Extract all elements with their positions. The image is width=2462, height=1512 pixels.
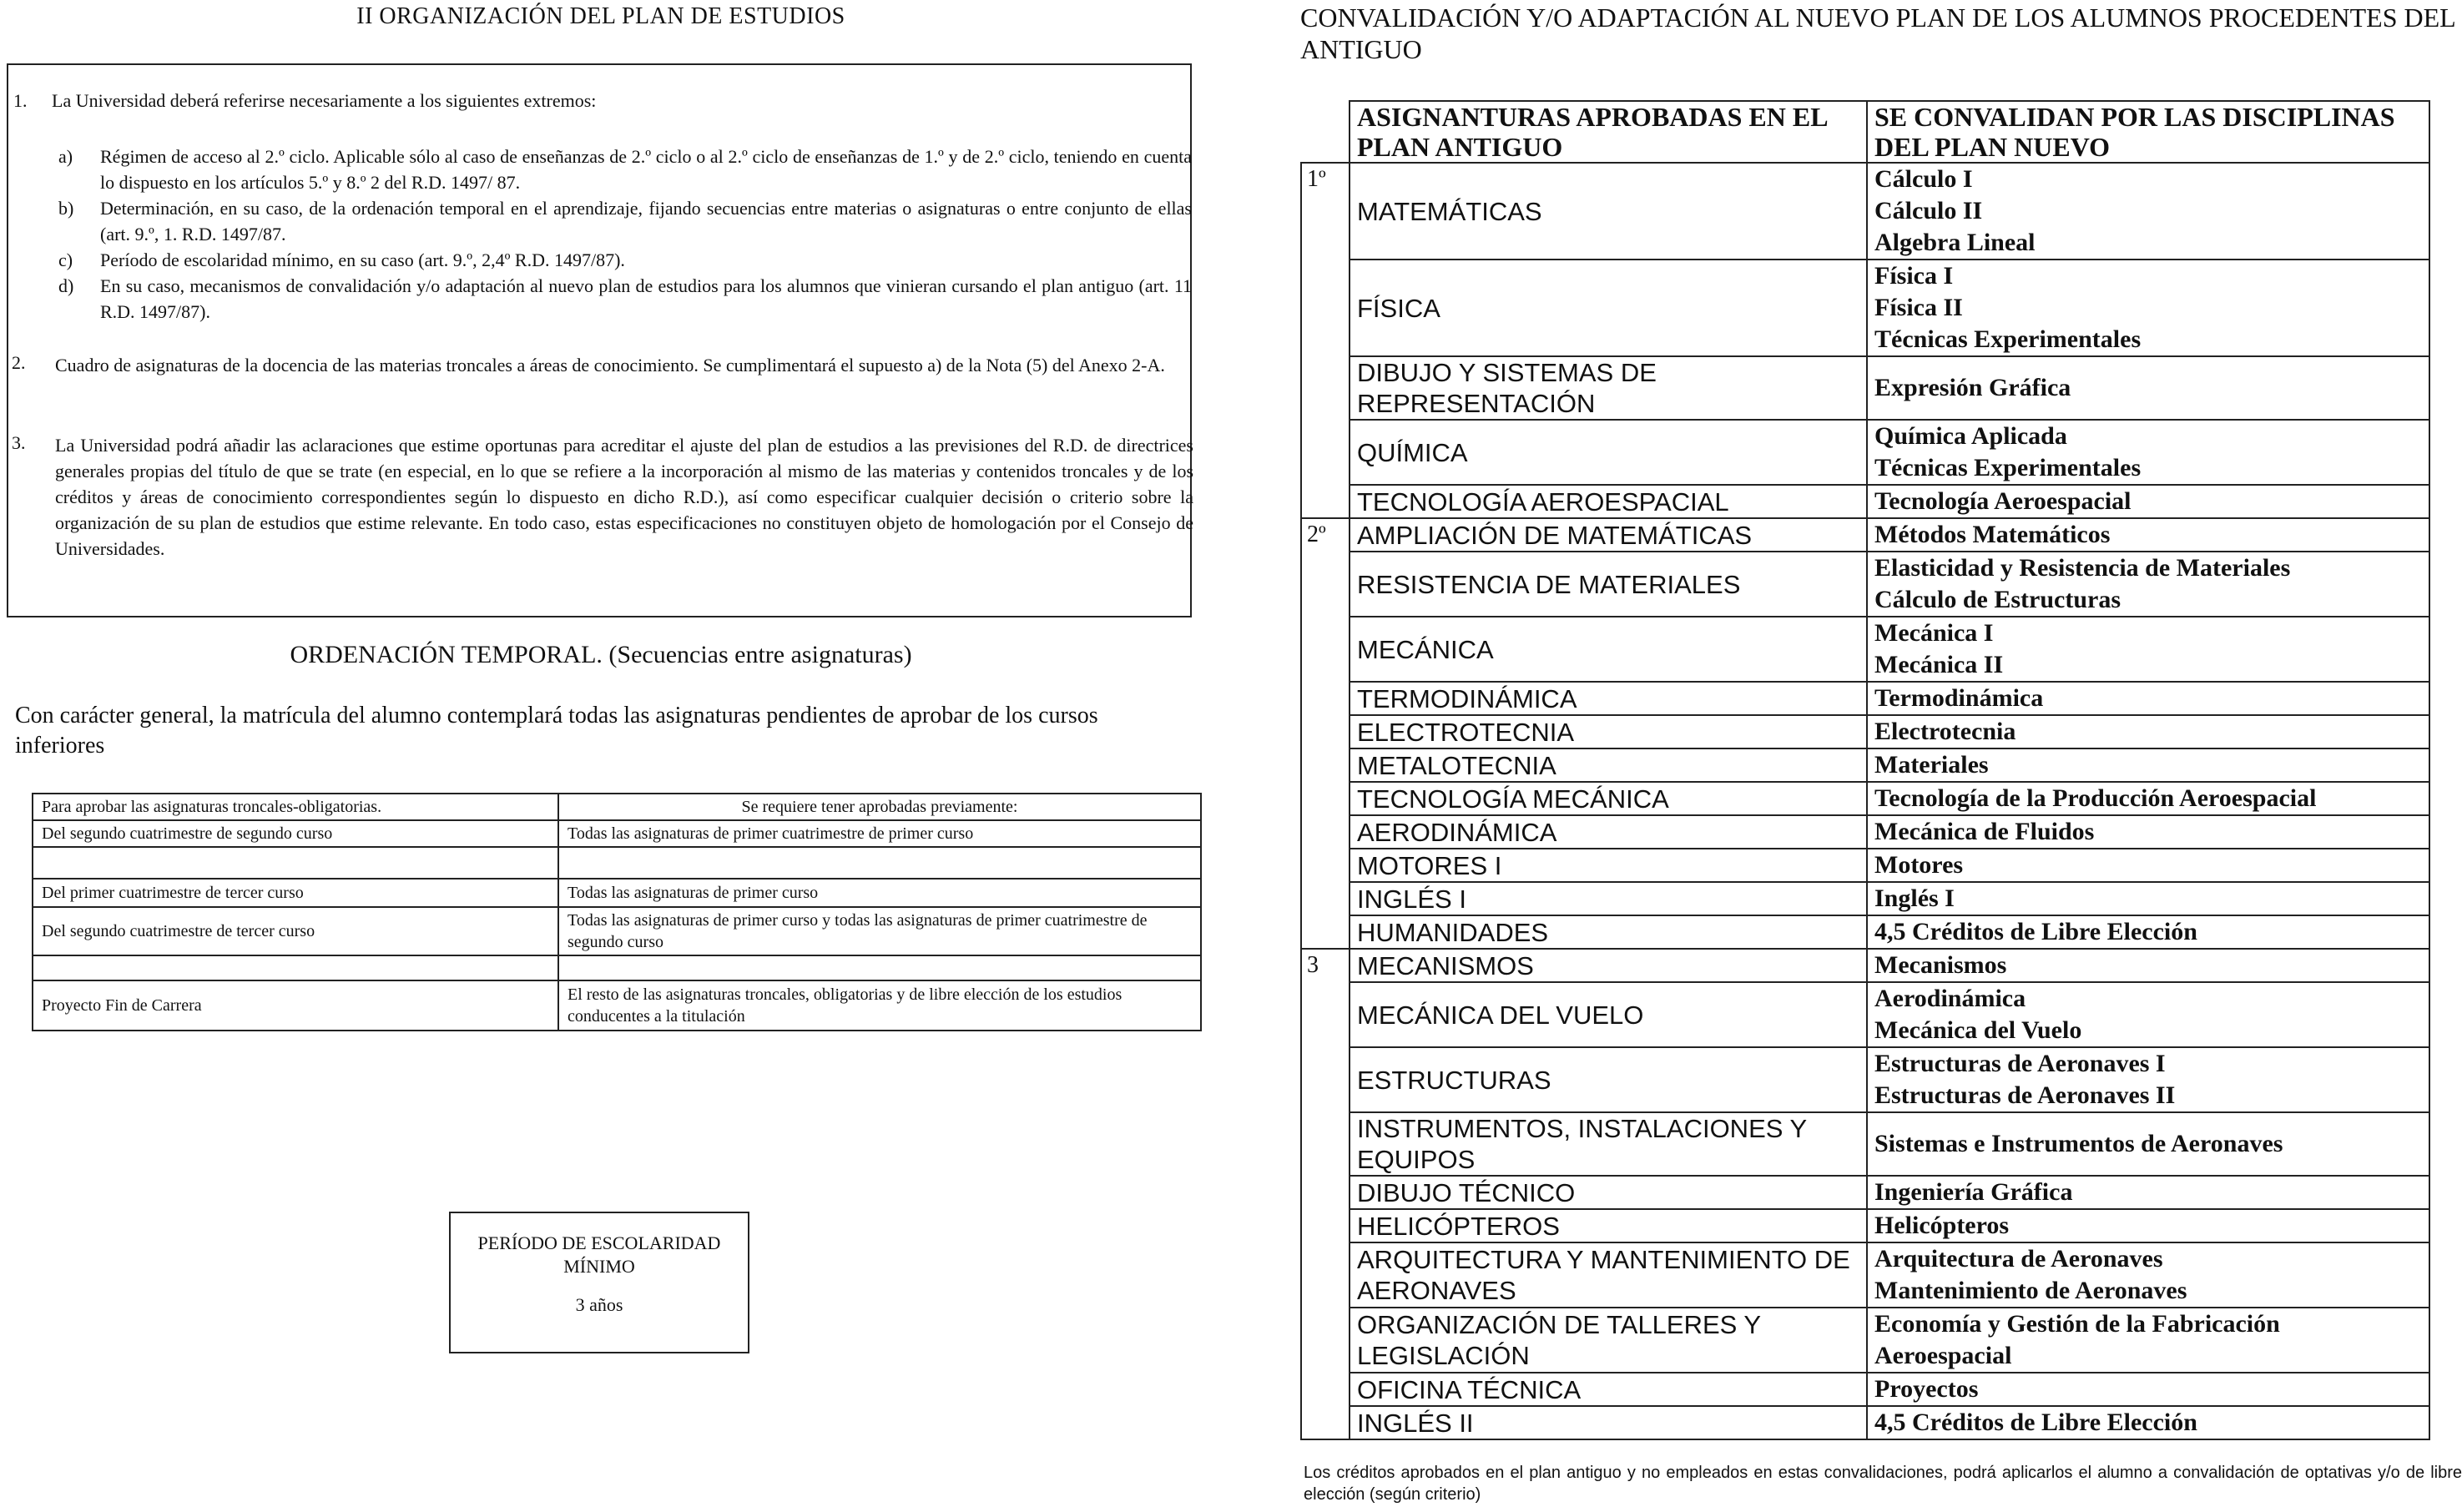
new-subject: Arquitectura de Aeronaves <box>1874 1245 2163 1273</box>
table-row <box>33 907 1201 955</box>
table-cell <box>33 955 558 980</box>
new-subject: Técnicas Experimentales <box>1874 454 2142 481</box>
new-subjects-cell <box>1867 1373 2429 1406</box>
new-subjects-cell <box>1867 849 2429 882</box>
new-subjects-cell <box>1867 1209 2429 1242</box>
new-subject: Tecnología Aeroespacial <box>1874 487 2132 515</box>
new-subject: Materiales <box>1874 751 1989 779</box>
section-title: II ORGANIZACIÓN DEL PLAN DE ESTUDIOS <box>356 3 845 29</box>
old-subject-cell: ELECTROTECNIA <box>1350 715 1867 748</box>
table-row <box>1301 518 2429 552</box>
sub-item-text: En su caso, mecanismos de convalidación y/o adaptación al nuevo plan de estudios para los alumnos que vinieran cursando el plan antiguo (art. 11 R.D. 1497/87). <box>100 275 1192 322</box>
table-row <box>1301 1112 2429 1176</box>
table-row <box>1301 882 2429 915</box>
table-row <box>1301 1406 2429 1439</box>
intro-paragraph: Con carácter general, la matrícula del alumno contemplará todas las asignaturas pendientes de aprobar de los cursos inferiores <box>15 703 1098 759</box>
new-subjects-cell <box>1867 518 2429 552</box>
table-row <box>1301 715 2429 748</box>
table-row <box>1301 682 2429 715</box>
new-subject: Física II <box>1874 294 1963 321</box>
table-row <box>1301 163 2429 260</box>
table-cell: Del segundo cuatrimestre de segundo curso <box>33 820 558 847</box>
table-row <box>1301 1209 2429 1242</box>
old-subject-cell: QUÍMICA <box>1350 420 1867 485</box>
old-subject-cell: ARQUITECTURA Y MANTENIMIENTO DE AERONAVES <box>1350 1242 1867 1308</box>
new-subjects-cell <box>1867 1406 2429 1439</box>
old-subject-cell: TECNOLOGÍA MECÁNICA <box>1350 782 1867 815</box>
old-subject-cell: MECÁNICA DEL VUELO <box>1350 982 1867 1047</box>
old-subject-cell: INGLÉS I <box>1350 882 1867 915</box>
old-subject-cell: INSTRUMENTOS, INSTALACIONES Y EQUIPOS <box>1350 1112 1867 1176</box>
new-subjects-cell <box>1867 1176 2429 1209</box>
old-subject-cell: MOTORES I <box>1350 849 1867 882</box>
periodo-label: PERÍODO DE ESCOLARIDAD <box>477 1232 721 1253</box>
table-row <box>1301 949 2429 982</box>
old-subject-cell: OFICINA TÉCNICA <box>1350 1373 1867 1406</box>
table-row <box>1301 1308 2429 1373</box>
new-subject: Cálculo II <box>1874 197 1983 224</box>
table-row <box>1301 782 2429 815</box>
new-subject: Física I <box>1874 262 1954 290</box>
table-row <box>33 955 1201 980</box>
new-subjects-cell <box>1867 260 2429 356</box>
table-cell <box>33 847 558 879</box>
new-subjects-cell <box>1867 715 2429 748</box>
old-subject-cell: DIBUJO TÉCNICO <box>1350 1176 1867 1209</box>
ordenacion-title: ORDENACIÓN TEMPORAL. (Secuencias entre asignaturas) <box>290 641 912 668</box>
table-row <box>1301 485 2429 518</box>
table-row <box>1301 1373 2429 1406</box>
table-row <box>1301 748 2429 782</box>
new-subjects-cell <box>1867 915 2429 949</box>
new-subject: Proyectos <box>1874 1375 1979 1403</box>
table-row <box>33 980 1201 1031</box>
new-subject: Mecánica de Fluidos <box>1874 818 2095 845</box>
new-subjects-cell <box>1867 552 2429 617</box>
new-subjects-cell <box>1867 882 2429 915</box>
sub-item-label: d) <box>58 275 74 296</box>
table-row <box>1301 260 2429 356</box>
new-subject: Métodos Matemáticos <box>1874 521 2111 548</box>
item-number: 2. <box>12 352 26 373</box>
table-cell: Del primer cuatrimestre de tercer curso <box>33 879 558 907</box>
new-subjects-cell <box>1867 949 2429 982</box>
table-row <box>1301 1242 2429 1308</box>
new-subjects-cell <box>1867 815 2429 849</box>
table-cell: Todas las asignaturas de primer curso <box>558 879 1201 907</box>
sub-item-label: a) <box>58 146 73 167</box>
new-subjects-cell <box>1867 163 2429 260</box>
new-subject: Helicópteros <box>1874 1212 2010 1239</box>
table-header-row <box>1301 101 2429 163</box>
year-cell: 3 <box>1301 949 1350 1439</box>
table-row <box>1301 420 2429 485</box>
sequence-table <box>32 793 1202 1031</box>
footnote: Los créditos aprobados en el plan antiguo y no empleados en estas convalidaciones, podrá aplicarlos el alumno a convalidación de optativas y/o de libre elección (según criterio) <box>1304 1464 2462 1504</box>
table-row <box>1301 982 2429 1047</box>
column-header: Se requiere tener aprobadas previamente: <box>558 794 1201 820</box>
new-subject: 4,5 Créditos de Libre Elección <box>1874 1409 2197 1436</box>
table-row <box>33 879 1201 907</box>
sub-item-text: Determinación, en su caso, de la ordenación temporal en el aprendizaje, fijando secuencias entre materias o asignaturas o entre conjunto de ellas (art. 9.º, 1. R.D. 1497/87. <box>100 198 1192 244</box>
new-subject: Expresión Gráfica <box>1874 374 2071 401</box>
table-row <box>1301 915 2429 949</box>
old-subject-cell: HELICÓPTEROS <box>1350 1209 1867 1242</box>
item-number: 3. <box>12 432 26 453</box>
periodo-value: 3 años <box>575 1294 623 1315</box>
new-subject: Algebra Lineal <box>1874 229 2036 256</box>
new-subject: Mecánica del Vuelo <box>1874 1016 2082 1044</box>
column-header: Para aprobar las asignaturas troncales-obligatorias. <box>33 794 558 820</box>
new-subject: Química Aplicada <box>1874 422 2067 450</box>
table-cell: Del segundo cuatrimestre de tercer curso <box>33 907 558 955</box>
old-subject-cell: HUMANIDADES <box>1350 915 1867 949</box>
new-subjects-cell <box>1867 982 2429 1047</box>
table-cell <box>558 847 1201 879</box>
new-subject: Mecánica II <box>1874 651 2004 678</box>
table-row <box>33 847 1201 879</box>
year-cell: 1º <box>1301 163 1350 518</box>
old-subject-cell: TECNOLOGÍA AEROESPACIAL <box>1350 485 1867 518</box>
convalidacion-title: CONVALIDACIÓN Y/O ADAPTACIÓN AL NUEVO PLAN DE LOS ALUMNOS PROCEDENTES DEL ANTIGUO <box>1300 3 2455 64</box>
sub-item-text: Período de escolaridad mínimo, en su caso (art. 9.º, 2,4º R.D. 1497/87). <box>100 249 625 270</box>
convalidation-table-wrapper <box>1300 100 2429 1440</box>
table-row <box>1301 849 2429 882</box>
item-number: 1. <box>13 90 28 111</box>
new-subject: Mecanismos <box>1874 951 2007 979</box>
new-subject: 4,5 Créditos de Libre Elección <box>1874 918 2197 945</box>
old-subject-cell: FÍSICA <box>1350 260 1867 356</box>
old-subject-cell: ESTRUCTURAS <box>1350 1047 1867 1112</box>
new-subjects-cell <box>1867 1242 2429 1308</box>
new-subjects-cell <box>1867 1308 2429 1373</box>
table-row <box>33 820 1201 847</box>
new-subject: Cálculo de Estructuras <box>1874 586 2121 613</box>
sub-item-label: b) <box>58 198 74 219</box>
year-cell: 2º <box>1301 518 1350 949</box>
old-subject-cell: MATEMÁTICAS <box>1350 163 1867 260</box>
new-subject: Técnicas Experimentales <box>1874 325 2142 353</box>
table-header-row <box>33 794 1201 820</box>
table-row <box>1301 356 2429 420</box>
table-cell: Todas las asignaturas de primer curso y todas las asignaturas de primer cuatrimestre de segundo curso <box>558 907 1201 955</box>
new-subject: Estructuras de Aeronaves I <box>1874 1050 2166 1077</box>
instructions-box <box>7 63 1192 617</box>
new-subject: Inglés I <box>1874 885 1955 912</box>
convalidation-table <box>1300 100 2430 1440</box>
new-subject: Motores <box>1874 851 1964 879</box>
new-subject: Ingeniería Gráfica <box>1874 1178 2073 1206</box>
new-subjects-cell <box>1867 485 2429 518</box>
item-text: La Universidad podrá añadir las aclaraciones que estime oportunas para acreditar el ajuste del plan de estudios a las previsiones del R.D. de directrices generales propias del título de que se trate (en especial, en lo que se refiere a la incorporación al mismo de las materias y contenidos troncales y de los créditos y áreas de conocimiento correspondientes según lo dispuesto en dicho R.D.), así como especificar cualquier decisión o criterio sobre la organización de su plan de estudios que estime relevante. En todo caso, estas especificaciones no constituyen objeto de homologación por el Consejo de Universidades. <box>55 435 1193 559</box>
new-subject: Mecánica I <box>1874 619 1994 647</box>
convalidation-table-body <box>1301 101 2429 1439</box>
old-subject-cell: TERMODINÁMICA <box>1350 682 1867 715</box>
table-row <box>1301 1176 2429 1209</box>
new-subject: Cálculo I <box>1874 165 1973 193</box>
new-subjects-cell <box>1867 1047 2429 1112</box>
new-subjects-cell <box>1867 682 2429 715</box>
old-subject-cell: MECANISMOS <box>1350 949 1867 982</box>
new-subjects-cell <box>1867 1112 2429 1176</box>
old-subject-cell: RESISTENCIA DE MATERIALES <box>1350 552 1867 617</box>
old-subject-cell: DIBUJO Y SISTEMAS DE REPRESENTACIÓN <box>1350 356 1867 420</box>
old-subject-cell: AMPLIACIÓN DE MATEMÁTICAS <box>1350 518 1867 552</box>
new-subject: Estructuras de Aeronaves II <box>1874 1081 2176 1109</box>
table-cell <box>558 955 1201 980</box>
table-cell: Proyecto Fin de Carrera <box>33 980 558 1031</box>
old-subject-cell: AERODINÁMICA <box>1350 815 1867 849</box>
new-subjects-cell <box>1867 748 2429 782</box>
table-row <box>1301 552 2429 617</box>
new-subject: Economía y Gestión de la Fabricación Aeroespacial <box>1874 1310 2280 1369</box>
sub-item-text: Régimen de acceso al 2.º ciclo. Aplicable sólo al caso de enseñanzas de 2.º ciclo o al 2.º ciclo de enseñanzas de 1.º y de 2.º ciclo, teniendo en cuenta lo dispuesto en los artículos 5.º y 8.º 2 del R.D. 1497/ 87. <box>100 146 1192 193</box>
new-subjects-cell <box>1867 782 2429 815</box>
item-text: Cuadro de asignaturas de la docencia de las materias troncales a áreas de conocimiento. Se cumplimentará el supuesto a) de la Nota (5) del Anexo 2-A. <box>55 355 1165 375</box>
column-header: SE CONVALIDAN POR LAS DISCIPLINAS DEL PLAN NUEVO <box>1867 101 2429 163</box>
table-row <box>1301 815 2429 849</box>
new-subjects-cell <box>1867 356 2429 420</box>
old-subject-cell: METALOTECNIA <box>1350 748 1867 782</box>
old-subject-cell: ORGANIZACIÓN DE TALLERES Y LEGISLACIÓN <box>1350 1308 1867 1373</box>
new-subject: Mantenimiento de Aeronaves <box>1874 1277 2187 1304</box>
periodo-label: MÍNIMO <box>563 1256 635 1277</box>
new-subject: Tecnología de la Producción Aeroespacial <box>1874 784 2317 812</box>
new-subject: Aerodinámica <box>1874 985 2026 1012</box>
sub-item-label: c) <box>58 249 73 270</box>
column-header: ASIGNANTURAS APROBADAS EN EL PLAN ANTIGUO <box>1350 101 1867 163</box>
table-cell <box>1301 101 1350 163</box>
old-subject-cell: MECÁNICA <box>1350 617 1867 682</box>
old-subject-cell: INGLÉS II <box>1350 1406 1867 1439</box>
new-subject: Sistemas e Instrumentos de Aeronaves <box>1874 1130 2283 1157</box>
new-subject: Elasticidad y Resistencia de Materiales <box>1874 554 2291 582</box>
item-text: La Universidad deberá referirse necesariamente a los siguientes extremos: <box>52 90 597 111</box>
periodo-escolaridad-box <box>449 1212 749 1353</box>
new-subjects-cell <box>1867 617 2429 682</box>
table-row <box>1301 1047 2429 1112</box>
table-row <box>1301 617 2429 682</box>
new-subjects-cell <box>1867 420 2429 485</box>
new-subject: Termodinámica <box>1874 684 2044 712</box>
table-cell: El resto de las asignaturas troncales, obligatorias y de libre elección de los estudios conducentes a la titulación <box>558 980 1201 1031</box>
new-subject: Electrotecnia <box>1874 718 2016 745</box>
table-cell: Todas las asignaturas de primer cuatrimestre de primer curso <box>558 820 1201 847</box>
